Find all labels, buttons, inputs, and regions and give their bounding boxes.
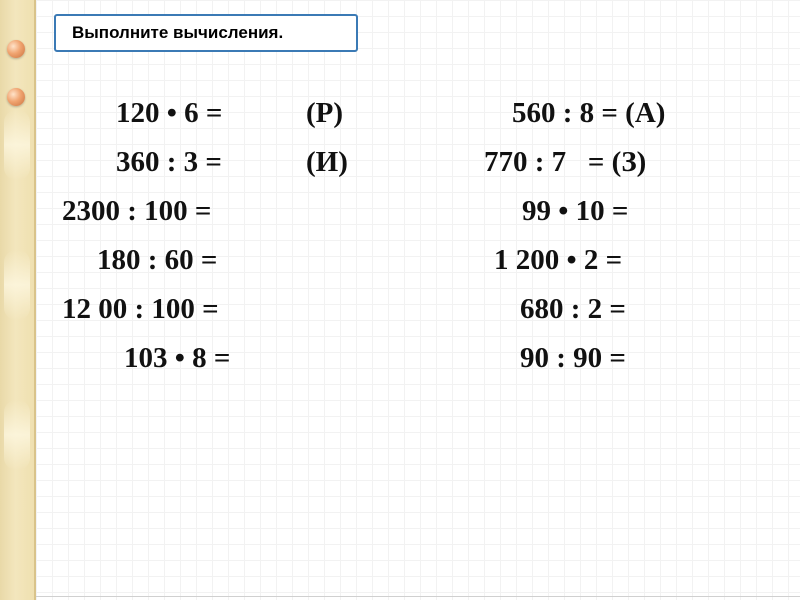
decorative-bead bbox=[7, 88, 25, 106]
expression-left-6: 103 • 8 = bbox=[124, 342, 231, 374]
task-heading-box bbox=[54, 14, 358, 52]
decorative-side-strip bbox=[0, 0, 36, 600]
decorative-bead bbox=[7, 40, 25, 58]
expression-left-1: 120 • 6 = bbox=[116, 97, 223, 129]
expression-left-5: 12 00 : 100 = bbox=[62, 293, 219, 325]
decorative-streak bbox=[4, 250, 30, 320]
expression-right-3: 99 • 10 = bbox=[522, 195, 629, 227]
expression-right-2: 770 : 7 = (З) bbox=[484, 146, 647, 178]
answer-letter-1: (Р) bbox=[306, 97, 344, 129]
divider bbox=[36, 596, 800, 597]
expression-right-1: 560 : 8 = (А) bbox=[512, 97, 666, 129]
expression-right-4: 1 200 • 2 = bbox=[494, 244, 623, 276]
expression-left-3: 2300 : 100 = bbox=[62, 195, 212, 227]
answer-letter-2: (И) bbox=[306, 146, 348, 178]
expression-left-4: 180 : 60 = bbox=[97, 244, 218, 276]
decorative-streak bbox=[4, 110, 30, 180]
decorative-streak bbox=[4, 400, 30, 470]
expression-left-2: 360 : 3 = bbox=[116, 146, 222, 178]
task-heading: Выполните вычисления. bbox=[72, 23, 284, 42]
expression-right-6: 90 : 90 = bbox=[520, 342, 626, 374]
expression-right-5: 680 : 2 = bbox=[520, 293, 626, 325]
